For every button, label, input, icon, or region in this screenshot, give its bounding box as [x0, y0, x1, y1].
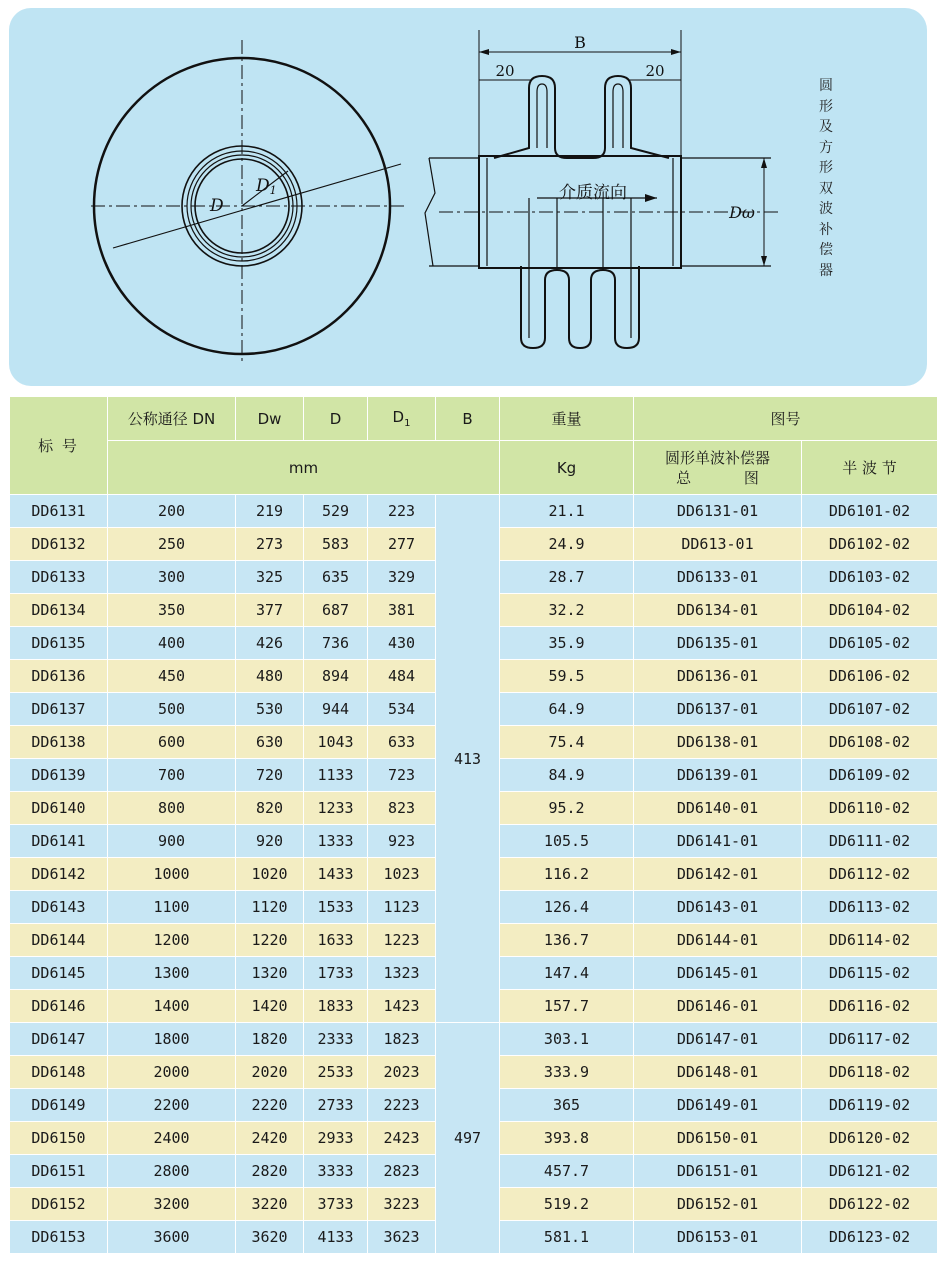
cell-d1: 1123 — [368, 891, 436, 924]
cell-weight: 126.4 — [500, 891, 634, 924]
cell-d: 1433 — [304, 858, 368, 891]
header-b: B — [436, 397, 500, 441]
cell-assembly-drawing: DD6133-01 — [634, 561, 802, 594]
cell-dn: 2800 — [108, 1155, 236, 1188]
cell-d: 1633 — [304, 924, 368, 957]
cell-half-wave: DD6108-02 — [802, 726, 938, 759]
label-B: B — [574, 33, 586, 52]
cell-weight: 75.4 — [500, 726, 634, 759]
cell-dw: 630 — [236, 726, 304, 759]
label-D1: D1 — [256, 176, 277, 197]
cell-d1: 329 — [368, 561, 436, 594]
cell-d1: 1823 — [368, 1023, 436, 1056]
cell-dn: 2000 — [108, 1056, 236, 1089]
cell-code: DD6153 — [10, 1221, 108, 1254]
cell-dw: 720 — [236, 759, 304, 792]
cell-assembly-drawing: DD6145-01 — [634, 957, 802, 990]
cell-d: 2533 — [304, 1056, 368, 1089]
cell-d1: 381 — [368, 594, 436, 627]
cell-assembly-drawing: DD6142-01 — [634, 858, 802, 891]
cell-assembly-drawing: DD6153-01 — [634, 1221, 802, 1254]
cell-code: DD6136 — [10, 660, 108, 693]
cell-d1: 1023 — [368, 858, 436, 891]
wave-top-outer — [494, 76, 669, 158]
cell-half-wave: DD6112-02 — [802, 858, 938, 891]
cell-half-wave: DD6109-02 — [802, 759, 938, 792]
cell-dn: 3600 — [108, 1221, 236, 1254]
cell-dw: 480 — [236, 660, 304, 693]
cell-assembly-drawing: DD6140-01 — [634, 792, 802, 825]
cell-dn: 1200 — [108, 924, 236, 957]
cell-d1: 2823 — [368, 1155, 436, 1188]
technical-drawing — [9, 8, 927, 386]
cell-dw: 377 — [236, 594, 304, 627]
header-unit-kg: Kg — [500, 441, 634, 495]
cell-weight: 333.9 — [500, 1056, 634, 1089]
vertical-title-char: 圆 — [819, 78, 833, 94]
cell-d1: 2023 — [368, 1056, 436, 1089]
cell-d: 635 — [304, 561, 368, 594]
cell-dw: 273 — [236, 528, 304, 561]
cell-weight: 35.9 — [500, 627, 634, 660]
cell-dw: 1020 — [236, 858, 304, 891]
header-dn: 公称通径 DN — [108, 397, 236, 441]
cell-d: 1733 — [304, 957, 368, 990]
header-drawing-no: 图号 — [634, 397, 938, 441]
cell-code: DD6148 — [10, 1056, 108, 1089]
cell-dn: 500 — [108, 693, 236, 726]
cell-half-wave: DD6102-02 — [802, 528, 938, 561]
cell-d1: 823 — [368, 792, 436, 825]
spec-table-body — [10, 495, 938, 1254]
cell-code: DD6151 — [10, 1155, 108, 1188]
flow-direction-label: 介质流向 — [559, 183, 627, 203]
cell-d1: 3223 — [368, 1188, 436, 1221]
cell-d: 3733 — [304, 1188, 368, 1221]
cell-dn: 3200 — [108, 1188, 236, 1221]
cell-d1: 1223 — [368, 924, 436, 957]
cell-d: 2733 — [304, 1089, 368, 1122]
cell-dn: 200 — [108, 495, 236, 528]
label-Dw: Dω — [729, 203, 755, 222]
cell-d: 3333 — [304, 1155, 368, 1188]
cell-d: 1833 — [304, 990, 368, 1023]
cell-code: DD6133 — [10, 561, 108, 594]
cell-b: 413 — [436, 495, 500, 1023]
cell-half-wave: DD6123-02 — [802, 1221, 938, 1254]
cell-d1: 2423 — [368, 1122, 436, 1155]
cell-assembly-drawing: DD6150-01 — [634, 1122, 802, 1155]
cell-d1: 1323 — [368, 957, 436, 990]
header-assembly: 圆形单波补偿器 总 图 — [634, 441, 802, 495]
cell-half-wave: DD6107-02 — [802, 693, 938, 726]
vertical-title-char: 补 — [819, 221, 833, 238]
cell-half-wave: DD6105-02 — [802, 627, 938, 660]
cell-code: DD6139 — [10, 759, 108, 792]
cell-dn: 450 — [108, 660, 236, 693]
cell-assembly-drawing: DD6151-01 — [634, 1155, 802, 1188]
cell-d: 687 — [304, 594, 368, 627]
cell-dn: 350 — [108, 594, 236, 627]
cell-d: 2333 — [304, 1023, 368, 1056]
cell-dw: 1120 — [236, 891, 304, 924]
cell-weight: 303.1 — [500, 1023, 634, 1056]
header-dw: Dw — [236, 397, 304, 441]
wave-top-inner — [537, 84, 623, 148]
cell-weight: 59.5 — [500, 660, 634, 693]
cell-assembly-drawing: DD613-01 — [634, 528, 802, 561]
header-unit-mm: mm — [108, 441, 500, 495]
cell-dw: 1820 — [236, 1023, 304, 1056]
cell-code: DD6138 — [10, 726, 108, 759]
cell-weight: 105.5 — [500, 825, 634, 858]
cell-dw: 2820 — [236, 1155, 304, 1188]
cell-d: 1133 — [304, 759, 368, 792]
cell-d: 529 — [304, 495, 368, 528]
cell-half-wave: DD6117-02 — [802, 1023, 938, 1056]
cell-d: 2933 — [304, 1122, 368, 1155]
cell-weight: 581.1 — [500, 1221, 634, 1254]
cell-code: DD6149 — [10, 1089, 108, 1122]
cell-assembly-drawing: DD6147-01 — [634, 1023, 802, 1056]
cell-dw: 1420 — [236, 990, 304, 1023]
cell-assembly-drawing: DD6143-01 — [634, 891, 802, 924]
cell-code: DD6142 — [10, 858, 108, 891]
cell-code: DD6141 — [10, 825, 108, 858]
wave-bottom-outer — [521, 266, 639, 348]
cell-dn: 400 — [108, 627, 236, 660]
label-20-right: 20 — [645, 62, 665, 80]
cell-d1: 3623 — [368, 1221, 436, 1254]
cell-code: DD6134 — [10, 594, 108, 627]
cell-weight: 28.7 — [500, 561, 634, 594]
cell-assembly-drawing: DD6149-01 — [634, 1089, 802, 1122]
cell-half-wave: DD6119-02 — [802, 1089, 938, 1122]
cell-dw: 820 — [236, 792, 304, 825]
header-d1: $D_1$ — [368, 397, 436, 441]
cell-dn: 1100 — [108, 891, 236, 924]
spec-table — [9, 396, 938, 1254]
cell-weight: 519.2 — [500, 1188, 634, 1221]
vertical-title-char: 双 — [819, 180, 833, 197]
header-d: D — [304, 397, 368, 441]
cell-dw: 2220 — [236, 1089, 304, 1122]
cell-dw: 3620 — [236, 1221, 304, 1254]
header-code: 标 号 — [10, 397, 108, 495]
cell-d1: 430 — [368, 627, 436, 660]
header-half-wave: 半 波 节 — [802, 441, 938, 495]
vertical-title-char: 波 — [819, 201, 833, 217]
cell-half-wave: DD6114-02 — [802, 924, 938, 957]
cell-d: 1533 — [304, 891, 368, 924]
cell-dn: 1000 — [108, 858, 236, 891]
cell-dn: 1400 — [108, 990, 236, 1023]
circular-view — [91, 40, 404, 364]
vertical-title-char: 形 — [819, 160, 833, 176]
cell-d1: 1423 — [368, 990, 436, 1023]
arrow-Dw-bottom — [761, 256, 767, 266]
vertical-title-char: 及 — [819, 119, 833, 135]
vertical-title — [815, 76, 837, 281]
cell-assembly-drawing: DD6135-01 — [634, 627, 802, 660]
label-20-left: 20 — [495, 62, 515, 80]
cell-assembly-drawing: DD6138-01 — [634, 726, 802, 759]
cell-half-wave: DD6115-02 — [802, 957, 938, 990]
cell-code: DD6140 — [10, 792, 108, 825]
cell-weight: 95.2 — [500, 792, 634, 825]
cell-d1: 723 — [368, 759, 436, 792]
arrow-B-left — [479, 49, 489, 55]
cell-half-wave: DD6104-02 — [802, 594, 938, 627]
table-row — [10, 495, 938, 528]
cell-dw: 2420 — [236, 1122, 304, 1155]
cell-assembly-drawing: DD6136-01 — [634, 660, 802, 693]
cell-d: 736 — [304, 627, 368, 660]
cell-weight: 157.7 — [500, 990, 634, 1023]
cell-dw: 1220 — [236, 924, 304, 957]
cell-weight: 147.4 — [500, 957, 634, 990]
cell-d1: 484 — [368, 660, 436, 693]
break-line — [425, 158, 435, 266]
cell-assembly-drawing: DD6141-01 — [634, 825, 802, 858]
cell-weight: 84.9 — [500, 759, 634, 792]
cell-assembly-drawing: DD6146-01 — [634, 990, 802, 1023]
cell-assembly-drawing: DD6148-01 — [634, 1056, 802, 1089]
cell-dw: 325 — [236, 561, 304, 594]
cell-code: DD6150 — [10, 1122, 108, 1155]
cell-half-wave: DD6101-02 — [802, 495, 938, 528]
cell-code: DD6143 — [10, 891, 108, 924]
cell-half-wave: DD6110-02 — [802, 792, 938, 825]
drawing-panel — [9, 8, 927, 386]
cell-dn: 700 — [108, 759, 236, 792]
cell-d: 4133 — [304, 1221, 368, 1254]
cell-code: DD6146 — [10, 990, 108, 1023]
cell-half-wave: DD6103-02 — [802, 561, 938, 594]
cell-weight: 32.2 — [500, 594, 634, 627]
header-weight: 重量 — [500, 397, 634, 441]
cell-code: DD6137 — [10, 693, 108, 726]
cell-dn: 1800 — [108, 1023, 236, 1056]
cell-dn: 800 — [108, 792, 236, 825]
cell-half-wave: DD6113-02 — [802, 891, 938, 924]
cell-b: 497 — [436, 1023, 500, 1254]
cell-weight: 365 — [500, 1089, 634, 1122]
cell-dw: 1320 — [236, 957, 304, 990]
cell-half-wave: DD6118-02 — [802, 1056, 938, 1089]
cell-code: DD6132 — [10, 528, 108, 561]
cell-dn: 300 — [108, 561, 236, 594]
vertical-title-char: 形 — [819, 98, 833, 115]
cell-d1: 223 — [368, 495, 436, 528]
cell-weight: 21.1 — [500, 495, 634, 528]
cell-dn: 600 — [108, 726, 236, 759]
cell-weight: 393.8 — [500, 1122, 634, 1155]
cell-assembly-drawing: DD6152-01 — [634, 1188, 802, 1221]
cell-dn: 1300 — [108, 957, 236, 990]
cell-assembly-drawing: DD6131-01 — [634, 495, 802, 528]
cell-weight: 24.9 — [500, 528, 634, 561]
cell-code: DD6145 — [10, 957, 108, 990]
cell-code: DD6131 — [10, 495, 108, 528]
cell-dn: 900 — [108, 825, 236, 858]
cell-weight: 457.7 — [500, 1155, 634, 1188]
cell-d: 1233 — [304, 792, 368, 825]
cell-dw: 2020 — [236, 1056, 304, 1089]
table-row — [10, 1023, 938, 1056]
cell-assembly-drawing: DD6139-01 — [634, 759, 802, 792]
vertical-title-char: 方 — [819, 139, 833, 156]
cell-d1: 923 — [368, 825, 436, 858]
cell-weight: 64.9 — [500, 693, 634, 726]
cell-dw: 530 — [236, 693, 304, 726]
cell-half-wave: DD6116-02 — [802, 990, 938, 1023]
cell-d: 1333 — [304, 825, 368, 858]
cell-dw: 920 — [236, 825, 304, 858]
cell-d: 1043 — [304, 726, 368, 759]
cell-half-wave: DD6120-02 — [802, 1122, 938, 1155]
cell-half-wave: DD6106-02 — [802, 660, 938, 693]
cell-dw: 426 — [236, 627, 304, 660]
cell-assembly-drawing: DD6137-01 — [634, 693, 802, 726]
arrow-B-right — [671, 49, 681, 55]
cell-code: DD6135 — [10, 627, 108, 660]
cell-d: 944 — [304, 693, 368, 726]
cell-d1: 277 — [368, 528, 436, 561]
cell-assembly-drawing: DD6144-01 — [634, 924, 802, 957]
cell-dn: 250 — [108, 528, 236, 561]
cell-half-wave: DD6111-02 — [802, 825, 938, 858]
arrow-Dw-top — [761, 158, 767, 168]
cell-d: 583 — [304, 528, 368, 561]
cell-d: 894 — [304, 660, 368, 693]
cell-dn: 2200 — [108, 1089, 236, 1122]
vertical-title-char: 偿 — [819, 242, 833, 258]
cell-code: DD6147 — [10, 1023, 108, 1056]
cell-d1: 633 — [368, 726, 436, 759]
cell-weight: 116.2 — [500, 858, 634, 891]
cell-d1: 2223 — [368, 1089, 436, 1122]
cell-weight: 136.7 — [500, 924, 634, 957]
cell-d1: 534 — [368, 693, 436, 726]
cell-code: DD6144 — [10, 924, 108, 957]
cell-dw: 219 — [236, 495, 304, 528]
cell-half-wave: DD6121-02 — [802, 1155, 938, 1188]
vertical-title-char: 器 — [819, 262, 833, 279]
cell-dw: 3220 — [236, 1188, 304, 1221]
cell-dn: 2400 — [108, 1122, 236, 1155]
cell-code: DD6152 — [10, 1188, 108, 1221]
label-D: D — [210, 196, 224, 216]
cell-half-wave: DD6122-02 — [802, 1188, 938, 1221]
cell-assembly-drawing: DD6134-01 — [634, 594, 802, 627]
